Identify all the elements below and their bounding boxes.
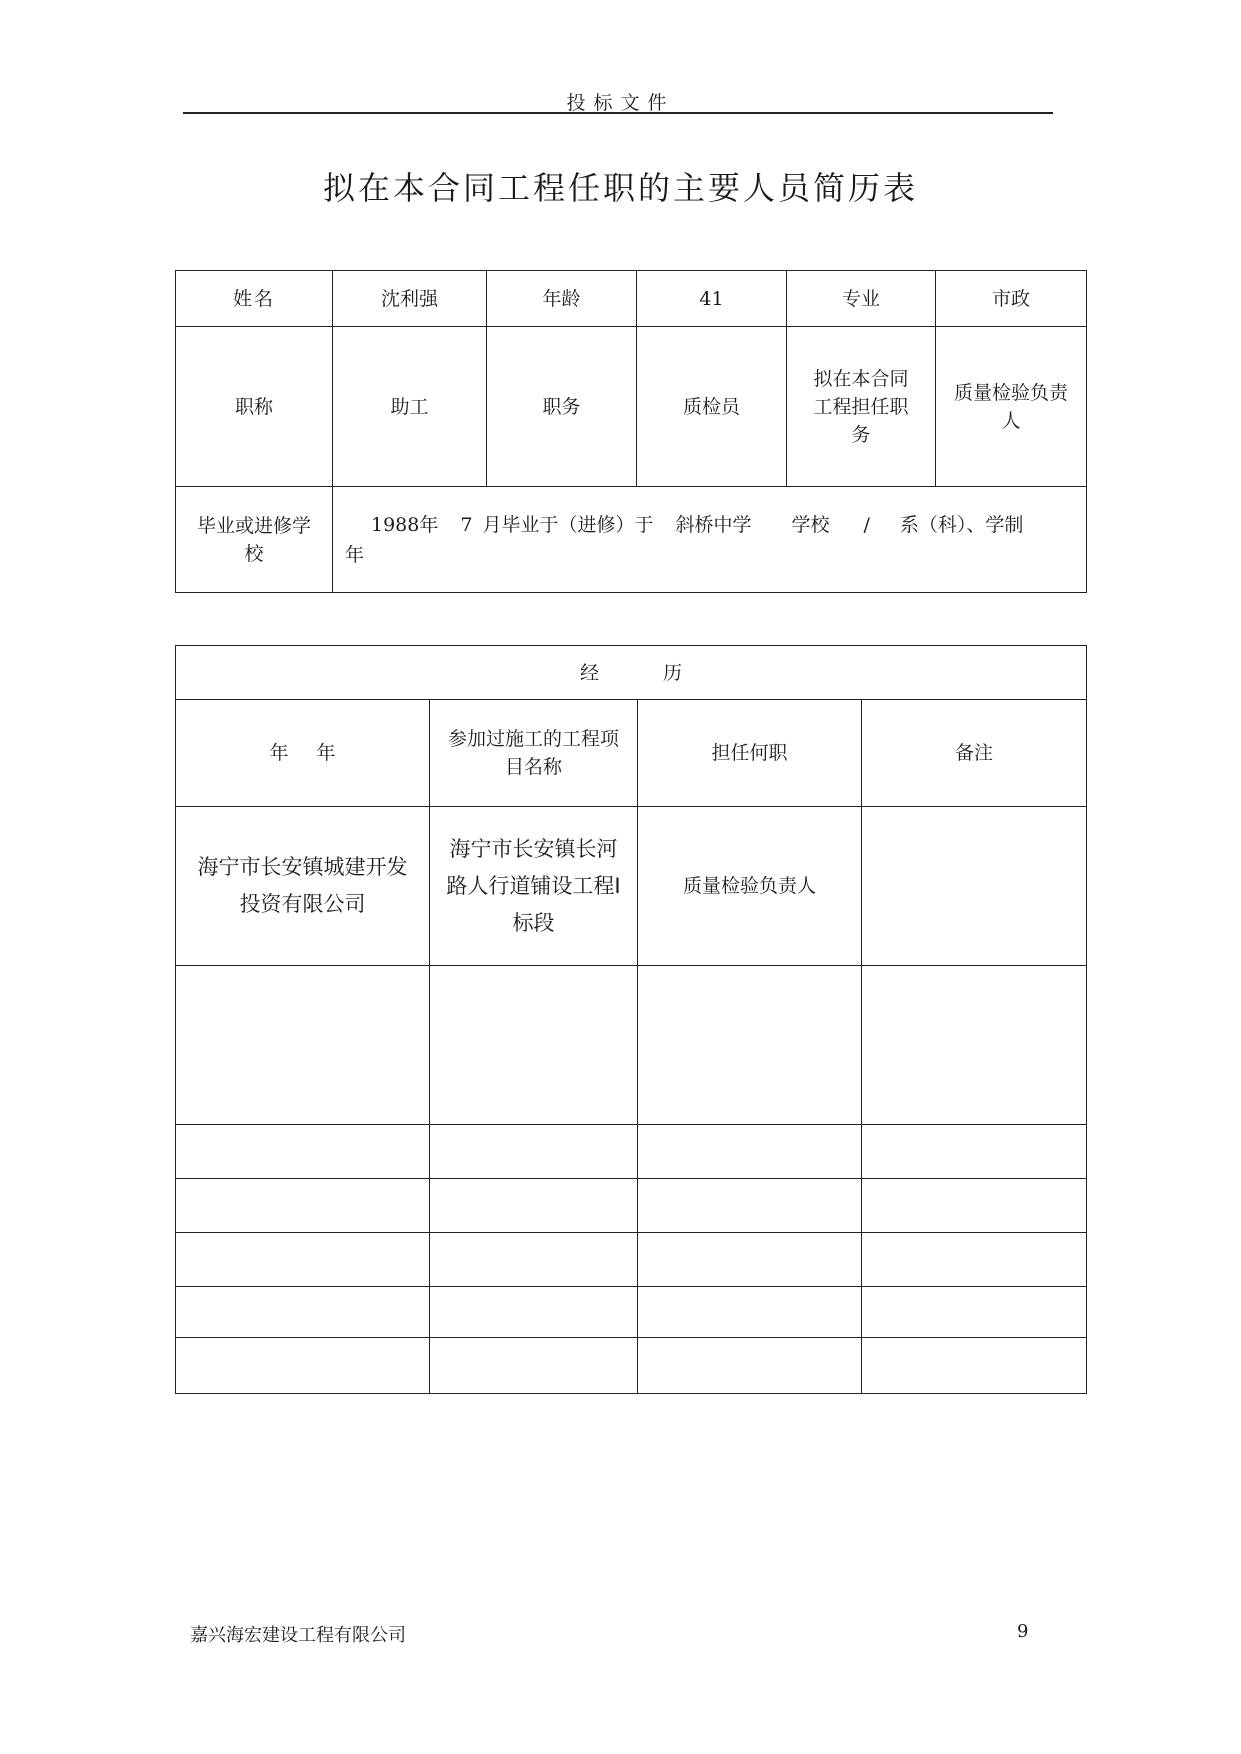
profile-row-position (176, 327, 1087, 487)
school-suffix: 学校 (791, 513, 830, 536)
dept-slash: / (863, 513, 870, 536)
col-remark: 备注 (862, 700, 1087, 807)
history-heading-row (176, 646, 1087, 700)
table-row (176, 1338, 1087, 1394)
position-value: 质检员 (637, 327, 787, 487)
profile-row-basic (176, 271, 1087, 327)
proposed-position-label: 拟在本合同工程担任职务 (787, 327, 936, 487)
history-remark (862, 807, 1087, 966)
header-rule (183, 112, 1053, 114)
edu-tail: 年 (345, 543, 365, 566)
table-row (176, 1233, 1087, 1287)
footer-company: 嘉兴海宏建设工程有限公司 (190, 1625, 406, 1646)
name-value: 沈利强 (333, 271, 487, 327)
dept-text: 系（科）、学制 (899, 513, 1024, 536)
page-header: 投标文件 (566, 92, 675, 114)
col-year-a: 年 (269, 742, 289, 764)
grad-text: 月毕业于（进修）于 (482, 513, 654, 536)
position-label: 职务 (487, 327, 637, 487)
table-row (176, 966, 1087, 1125)
education-row (176, 487, 1087, 593)
education-value (333, 487, 1087, 593)
history-employer: 海宁市长安镇城建开发投资有限公司 (176, 807, 430, 966)
history-heading-right: 历 (663, 661, 683, 684)
table-row (176, 1179, 1087, 1233)
education-label: 毕业或进修学校 (176, 487, 333, 593)
grad-year-suffix: 年 (419, 513, 439, 536)
title-value: 助工 (333, 327, 487, 487)
page-number: 9 (1017, 1621, 1029, 1642)
major-value: 市政 (936, 271, 1087, 327)
table-row (176, 1287, 1087, 1338)
age-label: 年龄 (487, 271, 637, 327)
document-title: 拟在本合同工程任职的主要人员简历表 (322, 169, 918, 207)
age-value: 41 (637, 271, 787, 327)
history-heading-left: 经 (580, 661, 600, 684)
major-label: 专业 (787, 271, 936, 327)
table-row (176, 807, 1087, 966)
history-columns-row (176, 700, 1087, 807)
table-row (176, 1125, 1087, 1179)
history-role: 质量检验负责人 (638, 807, 862, 966)
grad-month: 7 (460, 513, 473, 536)
col-year-b: 年 (316, 742, 336, 764)
title-label: 职称 (176, 327, 333, 487)
proposed-position-value: 质量检验负责人 (936, 327, 1087, 487)
history-heading (176, 646, 1087, 700)
col-role: 担任何职 (638, 700, 862, 807)
school-name: 斜桥中学 (675, 513, 752, 536)
history-project: 海宁市长安镇长河路人行道铺设工程Ⅰ标段 (430, 807, 638, 966)
grad-year: 1988 (371, 513, 420, 536)
col-project: 参加过施工的工程项目名称 (430, 700, 638, 807)
col-year (176, 700, 430, 807)
history-table (175, 645, 1087, 1394)
profile-table (175, 270, 1087, 593)
name-label: 姓名 (176, 271, 333, 327)
